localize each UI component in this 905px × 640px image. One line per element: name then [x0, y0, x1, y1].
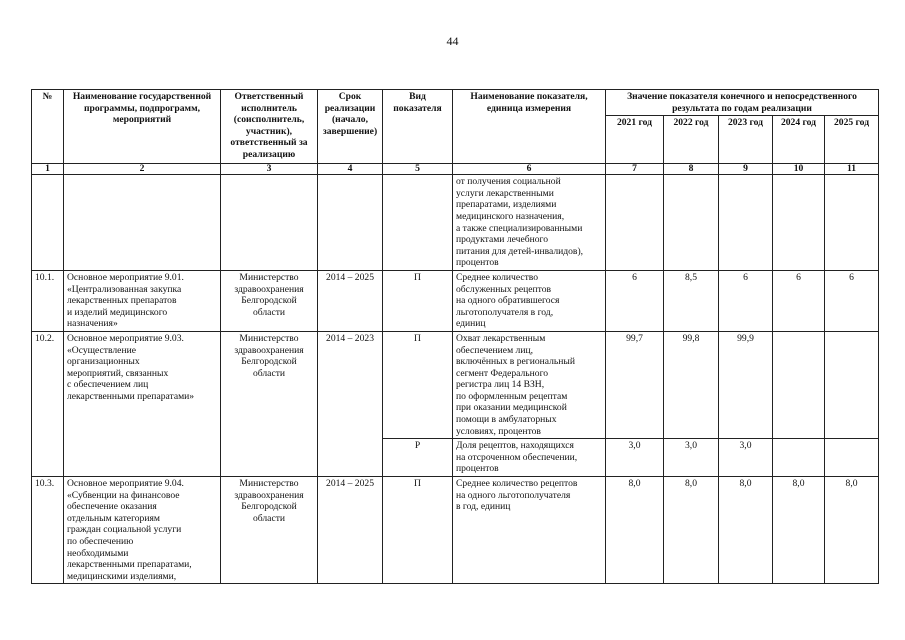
column-number: 10	[773, 164, 825, 175]
column-number: 3	[221, 164, 318, 175]
value-2025: 8,0	[825, 477, 879, 584]
column-number: 7	[606, 164, 664, 175]
value-2024	[773, 331, 825, 438]
column-number: 8	[664, 164, 719, 175]
table-row-10-2	[32, 331, 879, 438]
table-row-continuation	[32, 175, 879, 271]
value-2023: 3,0	[719, 439, 773, 477]
value-2025	[825, 439, 879, 477]
value-2022: 99,8	[664, 331, 719, 438]
value-2024: 8,0	[773, 477, 825, 584]
value-2023: 99,9	[719, 331, 773, 438]
value-2021: 6	[606, 270, 664, 331]
table-row-10-1	[32, 270, 879, 331]
table-row-10-3	[32, 477, 879, 584]
value-2023: 8,0	[719, 477, 773, 584]
cell-empty	[773, 175, 825, 271]
column-number: 5	[383, 164, 453, 175]
header-row	[32, 90, 879, 116]
column-number: 11	[825, 164, 879, 175]
value-2022: 8,0	[664, 477, 719, 584]
cell-empty	[825, 175, 879, 271]
value-2021: 8,0	[606, 477, 664, 584]
indicator-name: от получения социальной услуги лекарственными препаратами, изделиями медицинского назначения, а также специализированными продуктами лечебного питания для детей-инвалидов), процентов	[453, 175, 606, 271]
indicator-type: П	[383, 477, 453, 584]
header-executor: Ответственный исполнитель (соисполнитель, участник), ответственный за реализацию	[221, 90, 318, 164]
value-2025: 6	[825, 270, 879, 331]
header-year: 2024 год	[773, 116, 825, 164]
value-2024	[773, 439, 825, 477]
cell-empty	[383, 175, 453, 271]
header-number: №	[32, 90, 64, 164]
indicator-type: П	[383, 331, 453, 438]
activity-name: Основное мероприятие 9.03. «Осуществление организационных мероприятий, связанных с обеспечением лиц лекарственными препаратами»	[64, 331, 221, 476]
period: 2014 – 2025	[318, 477, 383, 584]
header-year: 2021 год	[606, 116, 664, 164]
cell-empty	[664, 175, 719, 271]
executor: Министерство здравоохранения Белгородской области	[221, 477, 318, 584]
header-year: 2023 год	[719, 116, 773, 164]
column-number: 2	[64, 164, 221, 175]
indicator-type: Р	[383, 439, 453, 477]
cell-empty	[719, 175, 773, 271]
header-period: Срок реализации (начало, завершение)	[318, 90, 383, 164]
column-number: 9	[719, 164, 773, 175]
cell-empty	[318, 175, 383, 271]
program-indicators-table	[31, 89, 879, 584]
row-number: 10.3.	[32, 477, 64, 584]
row-number: 10.2.	[32, 331, 64, 476]
value-2022: 8,5	[664, 270, 719, 331]
cell-empty	[32, 175, 64, 271]
indicator-name: Среднее количество обслуженных рецептов на одного обратившегося льготополучателя в год, единиц	[453, 270, 606, 331]
indicator-name: Охват лекарственным обеспечением лиц, включённых в региональный сегмент Федерального регистра лиц 14 ВЗН, по оформленным рецептам при оказании медицинской помощи в амбулаторных условиях, процентов	[453, 331, 606, 438]
value-2021: 99,7	[606, 331, 664, 438]
value-2025	[825, 331, 879, 438]
cell-empty	[64, 175, 221, 271]
page-number: 44	[446, 34, 459, 48]
value-2024: 6	[773, 270, 825, 331]
column-number: 1	[32, 164, 64, 175]
executor: Министерство здравоохранения Белгородской области	[221, 331, 318, 476]
cell-empty	[606, 175, 664, 271]
executor: Министерство здравоохранения Белгородской области	[221, 270, 318, 331]
header-indicator-type: Вид показателя	[383, 90, 453, 164]
column-number: 4	[318, 164, 383, 175]
cell-empty	[221, 175, 318, 271]
row-number: 10.1.	[32, 270, 64, 331]
activity-name: Основное мероприятие 9.04. «Субвенции на финансовое обеспечение оказания отдельным категориям граждан социальной услуги по обеспечению необходимыми лекарственными препаратами, медицинскими изделиями,	[64, 477, 221, 584]
column-number: 6	[453, 164, 606, 175]
header-program-name: Наименование государственной программы, подпрограмм, мероприятий	[64, 90, 221, 164]
activity-name: Основное мероприятие 9.01. «Централизованная закупка лекарственных препаратов и изделий медицинского назначения»	[64, 270, 221, 331]
header-year: 2025 год	[825, 116, 879, 164]
header-values-group: Значение показателя конечного и непосредственного результата по годам реализации	[606, 90, 879, 116]
indicator-name: Среднее количество рецептов на одного льготополучателя в год, единиц	[453, 477, 606, 584]
period: 2014 – 2025	[318, 270, 383, 331]
header-year: 2022 год	[664, 116, 719, 164]
period: 2014 – 2023	[318, 331, 383, 476]
value-2022: 3,0	[664, 439, 719, 477]
indicator-name: Доля рецептов, находящихся на отсроченном обеспечении, процентов	[453, 439, 606, 477]
value-2023: 6	[719, 270, 773, 331]
header-indicator-name: Наименование показателя, единица измерения	[453, 90, 606, 164]
indicator-type: П	[383, 270, 453, 331]
column-numbers-row	[32, 164, 879, 175]
value-2021: 3,0	[606, 439, 664, 477]
